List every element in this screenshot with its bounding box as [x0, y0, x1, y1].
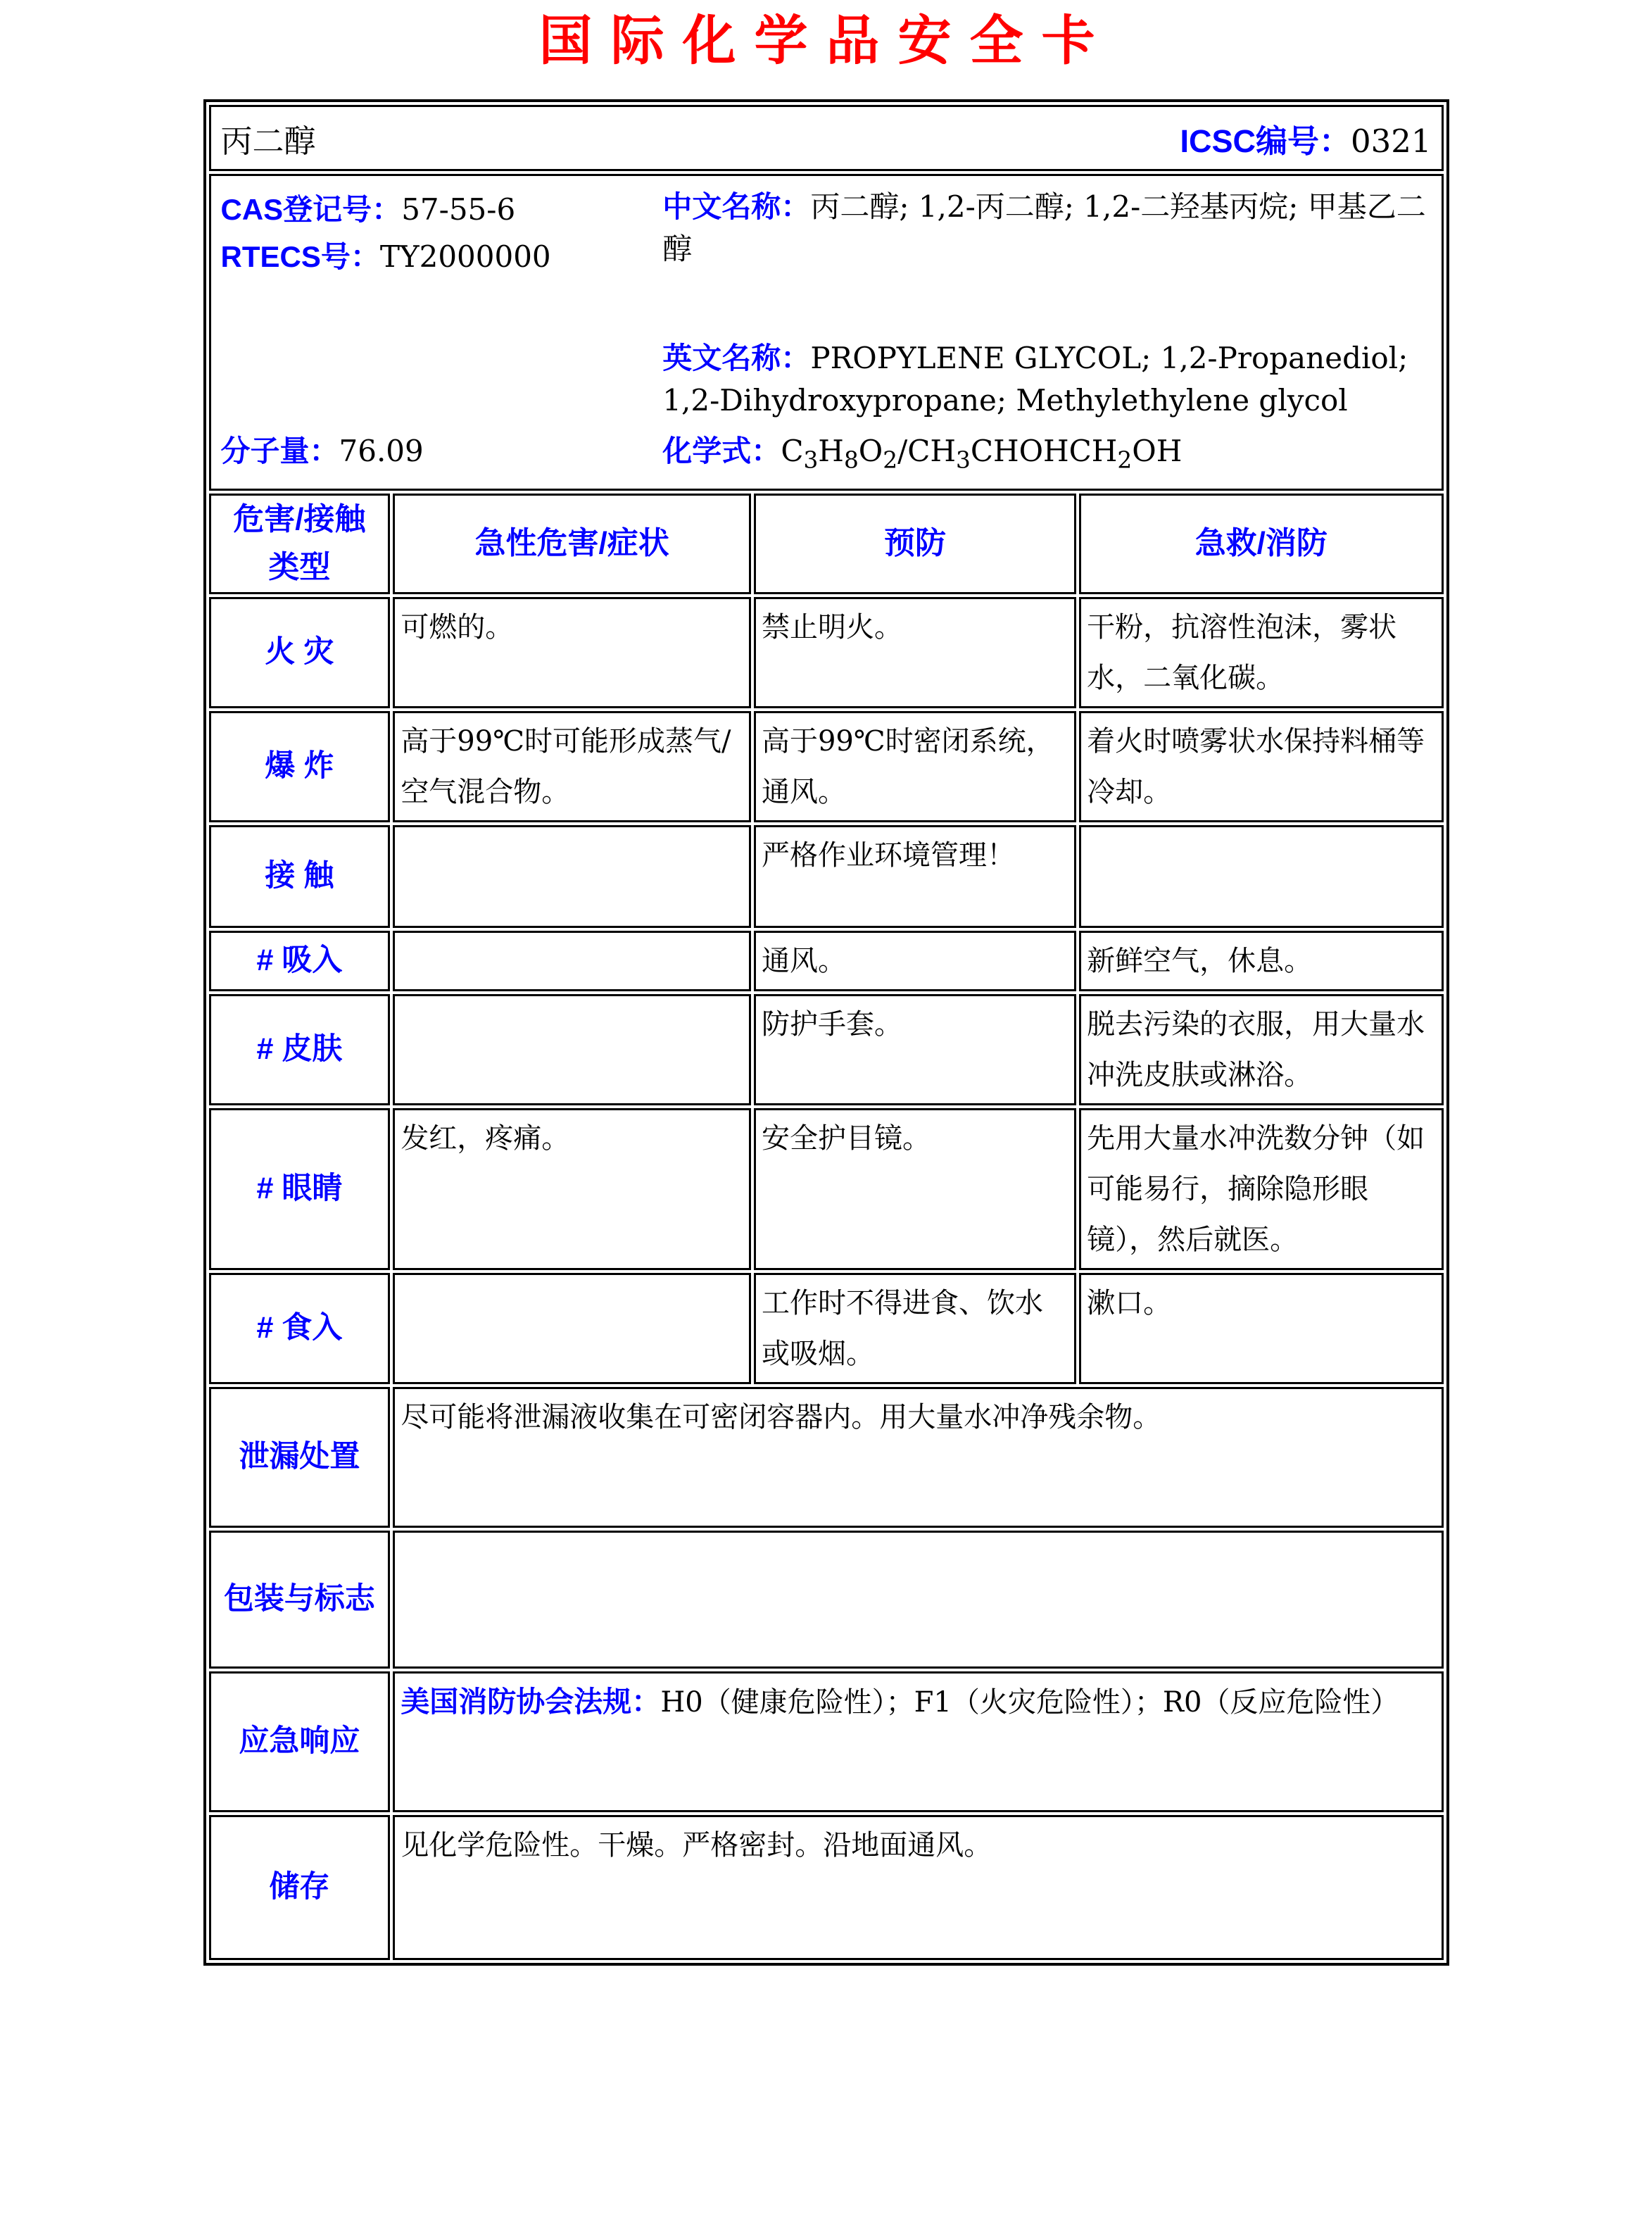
identity-cell — [209, 174, 1444, 491]
section-text: H0（健康危险性）；F1（火灾危险性）；R0（反应危险性） — [660, 1685, 1399, 1719]
hazard-type-cell: # 眼睛 — [209, 1108, 391, 1270]
cas-line — [221, 186, 663, 233]
molecular-weight-line — [221, 428, 663, 470]
rtecs-label: RTECS号： — [220, 240, 380, 274]
column-header-firefighting: 急救/消防 — [1079, 494, 1443, 594]
symptoms-cell: 发红，疼痛。 — [393, 1108, 751, 1270]
section-label: 泄漏处置 — [209, 1387, 391, 1528]
hazard-row-ingestion — [209, 1273, 1444, 1384]
hazard-row-contact — [209, 825, 1444, 928]
card-header-cell — [209, 105, 1444, 171]
section-text: 见化学危险性。干燥。严格密封。沿地面通风。 — [401, 1828, 992, 1861]
hazard-type-cell: # 吸入 — [209, 931, 391, 991]
hazard-row-fire — [209, 597, 1444, 708]
card-header-row — [209, 105, 1444, 171]
section-row-packaging — [209, 1531, 1444, 1669]
firefighting-cell: 干粉，抗溶性泡沫，雾状水，二氧化碳。 — [1079, 597, 1443, 708]
hazard-row-explosion — [209, 711, 1444, 822]
rtecs-value: TY2000000 — [379, 239, 551, 275]
hazard-row-skin — [209, 994, 1444, 1105]
identity-row — [209, 174, 1444, 491]
firefighting-cell: 先用大量水冲洗数分钟（如可能易行，摘除隐形眼镜），然后就医。 — [1079, 1108, 1443, 1270]
section-row-emergency-response — [209, 1671, 1444, 1812]
section-content — [393, 1671, 1443, 1812]
section-content — [393, 1387, 1443, 1528]
cas-label: CAS登记号： — [220, 193, 402, 227]
symptoms-cell: 高于99℃时可能形成蒸气/空气混合物。 — [393, 711, 751, 822]
prevention-cell: 工作时不得进食、饮水或吸烟。 — [754, 1273, 1076, 1384]
substance-name: 丙二醇 — [220, 122, 316, 160]
section-label: 储存 — [209, 1815, 391, 1960]
chemical-names — [662, 186, 1431, 422]
hazard-type-cell: # 食入 — [209, 1273, 391, 1384]
icsc-number — [1180, 115, 1431, 161]
safety-card-table — [203, 99, 1449, 1965]
prevention-cell: 高于99℃时密闭系统，通风。 — [754, 711, 1076, 822]
mw-value: 76.09 — [339, 434, 424, 469]
cas-value: 57-55-6 — [401, 192, 516, 227]
symptoms-cell — [393, 1273, 751, 1384]
formula-label: 化学式： — [662, 434, 781, 468]
symptoms-cell: 可燃的。 — [393, 597, 751, 708]
symptoms-cell — [393, 825, 751, 928]
mw-label: 分子量： — [220, 434, 339, 468]
cn-name-value: 丙二醇; 1,2-丙二醇; 1,2-二羟基丙烷; 甲基乙二醇 — [662, 189, 1426, 266]
firefighting-cell: 新鲜空气，休息。 — [1079, 931, 1443, 991]
firefighting-cell: 漱口。 — [1079, 1273, 1443, 1384]
icsc-label: ICSC编号： — [1180, 123, 1351, 159]
section-label: 包装与标志 — [209, 1531, 391, 1669]
formula-line — [662, 428, 1431, 474]
registry-numbers — [221, 186, 663, 422]
section-content — [393, 1815, 1443, 1960]
en-name-label: 英文名称： — [662, 341, 811, 375]
prevention-cell: 安全护目镜。 — [754, 1108, 1076, 1270]
column-header-row — [209, 494, 1444, 594]
section-text: 尽可能将泄漏液收集在可密闭容器内。用大量水冲净残余物。 — [401, 1400, 1161, 1433]
hazard-type-cell: 接 触 — [209, 825, 391, 928]
hazard-row-eyes — [209, 1108, 1444, 1270]
hazard-type-cell: # 皮肤 — [209, 994, 391, 1105]
firefighting-cell — [1079, 825, 1443, 928]
nfpa-code-label: 美国消防协会法规： — [401, 1685, 661, 1718]
column-header-symptoms: 急性危害/症状 — [393, 494, 751, 594]
section-row-spillage — [209, 1387, 1444, 1528]
english-names — [662, 337, 1431, 421]
column-header-prevention: 预防 — [754, 494, 1076, 594]
column-header-hazard-type: 危害/接触 类型 — [209, 494, 391, 594]
prevention-cell: 严格作业环境管理！ — [754, 825, 1076, 928]
prevention-cell: 通风。 — [754, 931, 1076, 991]
symptoms-cell — [393, 994, 751, 1105]
cn-name-label: 中文名称： — [662, 190, 811, 224]
firefighting-cell: 着火时喷雾状水保持料桶等冷却。 — [1079, 711, 1443, 822]
page-title: 国际化学品安全卡 — [538, 9, 1114, 72]
section-label: 应急响应 — [209, 1671, 391, 1812]
prevention-cell: 禁止明火。 — [754, 597, 1076, 708]
symptoms-cell — [393, 931, 751, 991]
chinese-names — [662, 186, 1431, 270]
prevention-cell: 防护手套。 — [754, 994, 1076, 1105]
en-name-value: PROPYLENE GLYCOL; 1,2-Propanediol; 1,2-Dihydroxypropane; Methylethylene glycol — [662, 341, 1408, 418]
icsc-value: 0321 — [1350, 122, 1432, 160]
hazard-type-cell: 火 灾 — [209, 597, 391, 708]
formula-value: $C_3H_8O_2/CH_3CHOHCH_2OH$ — [781, 434, 1183, 474]
hazard-type-cell: 爆 炸 — [209, 711, 391, 822]
hazard-row-inhalation — [209, 931, 1444, 991]
section-content — [393, 1531, 1443, 1669]
section-row-storage — [209, 1815, 1444, 1960]
firefighting-cell: 脱去污染的衣服，用大量水冲洗皮肤或淋浴。 — [1079, 994, 1443, 1105]
rtecs-line — [221, 233, 663, 280]
